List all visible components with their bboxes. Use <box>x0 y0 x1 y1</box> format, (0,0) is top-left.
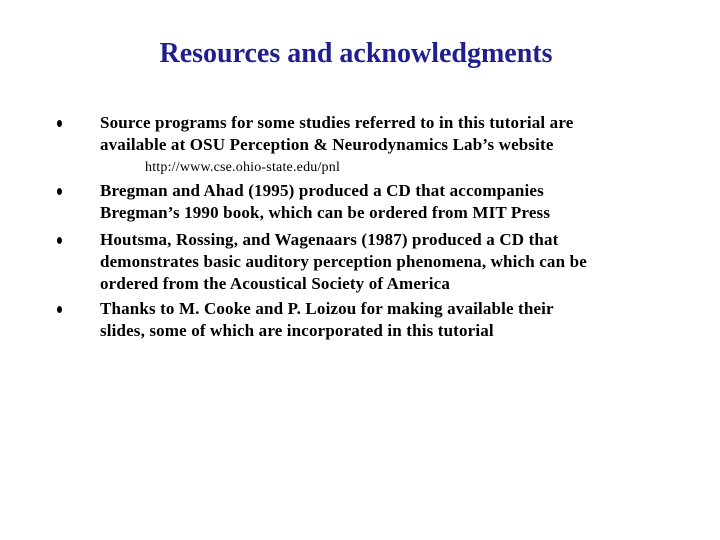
bullet-item-thanks <box>100 298 680 342</box>
bullet-line: slides, some of which are incorporated in this tutorial <box>100 321 494 340</box>
bullet-item-source-programs <box>100 112 680 156</box>
bullet-dot-icon <box>57 237 62 244</box>
bullet-line: Bregman and Ahad (1995) produced a CD that accompanies <box>100 181 544 200</box>
bullet-dot-icon <box>57 120 62 127</box>
bullet-line: Source programs for some studies referred to in this tutorial are <box>100 113 574 132</box>
bullet-line: demonstrates basic auditory perception phenomena, which can be <box>100 252 587 271</box>
slide-title: Resources and acknowledgments <box>159 38 553 69</box>
bullet-dot-icon <box>57 306 62 313</box>
bullet-line: available at OSU Perception & Neurodynamics Lab’s website <box>100 135 554 154</box>
bullet-line: Bregman’s 1990 book, which can be ordered from MIT Press <box>100 203 551 222</box>
lab-website-url: http://www.cse.ohio-state.edu/pnl <box>145 160 341 175</box>
bullet-line: Thanks to M. Cooke and P. Loizou for making available their <box>100 299 554 318</box>
bullet-dot-icon <box>57 188 62 195</box>
bullet-item-bregman-cd <box>100 180 680 224</box>
bullet-item-houtsma-cd <box>100 229 680 295</box>
bullet-line: Houtsma, Rossing, and Wagenaars (1987) produced a CD that <box>100 230 559 249</box>
bullet-line: ordered from the Acoustical Society of America <box>100 274 450 293</box>
